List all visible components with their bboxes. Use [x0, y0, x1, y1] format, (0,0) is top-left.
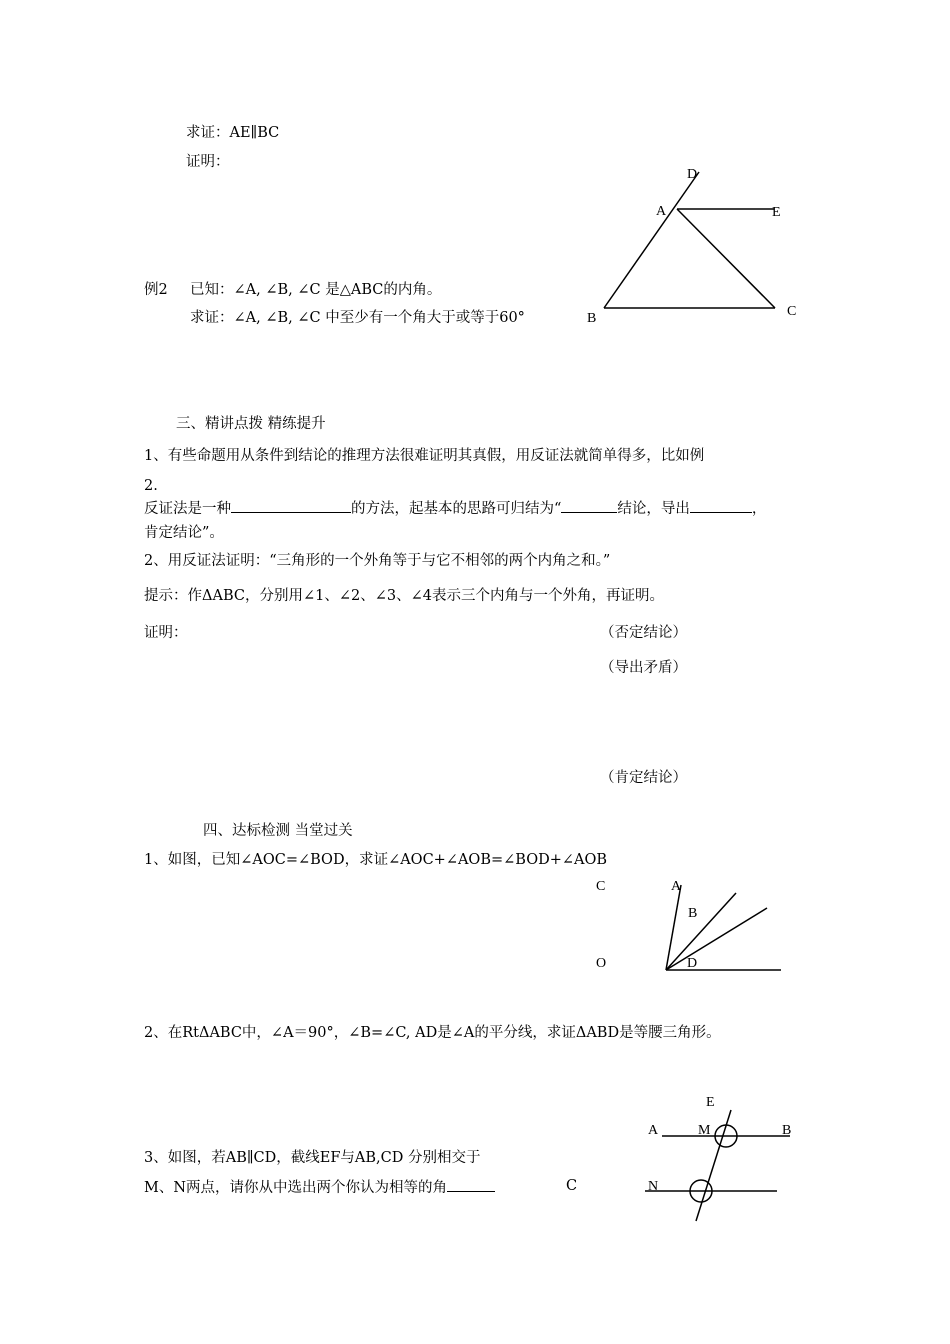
section3-hint: 提示：作ΔABC，分别用∠1、∠2、∠3、∠4表示三个内角与一个外角，再证明。 — [144, 588, 664, 604]
section4-q3-line1: 3、如图，若AB∥CD，截线EF与AB,CD 分别相交于 — [144, 1150, 481, 1166]
note-affirm-conclusion: （肯定结论） — [600, 770, 687, 786]
proof-label-top: 证明： — [186, 154, 230, 170]
fig1-label-e: E — [772, 205, 781, 220]
section3-item2: 2、用反证法证明：“三角形的一个外角等于与它不相邻的两个内角之和。” — [144, 553, 611, 569]
section4-q2: 2、在RtΔABC中，∠A＝90°，∠B=∠C, AD是∠A的平分线，求证ΔABD是等腰三角形。 — [144, 1025, 721, 1041]
blank-angles[interactable] — [447, 1177, 495, 1192]
fig1-label-d: D — [687, 167, 698, 182]
section3-proof-label: 证明： — [144, 625, 188, 641]
fig1-label-a: A — [656, 204, 667, 219]
example2-prove: 求证：∠A, ∠B, ∠C 中至少有一个角大于或等于60° — [190, 310, 525, 326]
fig3-label-b: B — [782, 1123, 792, 1138]
section4-q3-c: C — [566, 1178, 578, 1194]
fig2-label-b: B — [688, 906, 698, 921]
note-negate-conclusion: （否定结论） — [600, 625, 687, 641]
fig2-label-c: C — [596, 879, 606, 894]
fig3-label-a: A — [648, 1123, 659, 1138]
example2-given: 已知：∠A, ∠B, ∠C 是△ABC的内角。 — [190, 282, 442, 298]
example2-label: 例2 — [144, 282, 168, 298]
section3-item1-line2: 2. — [144, 478, 158, 494]
fill-text-d: ， — [751, 501, 767, 517]
section4-heading: 四、达标检测 当堂过关 — [203, 823, 353, 839]
fig2-label-a: A — [671, 879, 682, 894]
fig3-label-e: E — [706, 1095, 715, 1110]
note-derive-contradiction: （导出矛盾） — [600, 660, 687, 676]
section4-q1: 1、如图，已知∠AOC=∠BOD，求证∠AOC+∠AOB=∠BOD+∠AOB — [144, 852, 608, 868]
fill-text-b: 的方法，起基本的思路可归结为“ — [351, 501, 562, 517]
fig2-label-o: O — [596, 956, 607, 971]
section3-item1-line1: 1、有些命题用从条件到结论的推理方法很难证明其真假，用反证法就简单得多，比如例 — [144, 448, 705, 464]
fig1-label-c: C — [787, 304, 797, 319]
section3-heading: 三、精讲点拨 精练提升 — [176, 416, 326, 432]
fig1-label-b: B — [587, 311, 597, 326]
fill-text-a: 反证法是一种 — [144, 501, 231, 517]
fig3-label-n: N — [648, 1179, 659, 1194]
prove-line: 求证：AE∥BC — [186, 125, 280, 141]
section4-q3-line2-wrap — [144, 1177, 495, 1197]
fill-text-c: 结论，导出 — [617, 501, 690, 517]
fig2-label-d: D — [687, 956, 698, 971]
fill-text-e: 肯定结论”。 — [144, 525, 224, 541]
fig3-label-m: M — [698, 1123, 711, 1138]
section4-q3-line2: M、N两点，请你从中选出两个你认为相等的角 — [144, 1180, 448, 1196]
